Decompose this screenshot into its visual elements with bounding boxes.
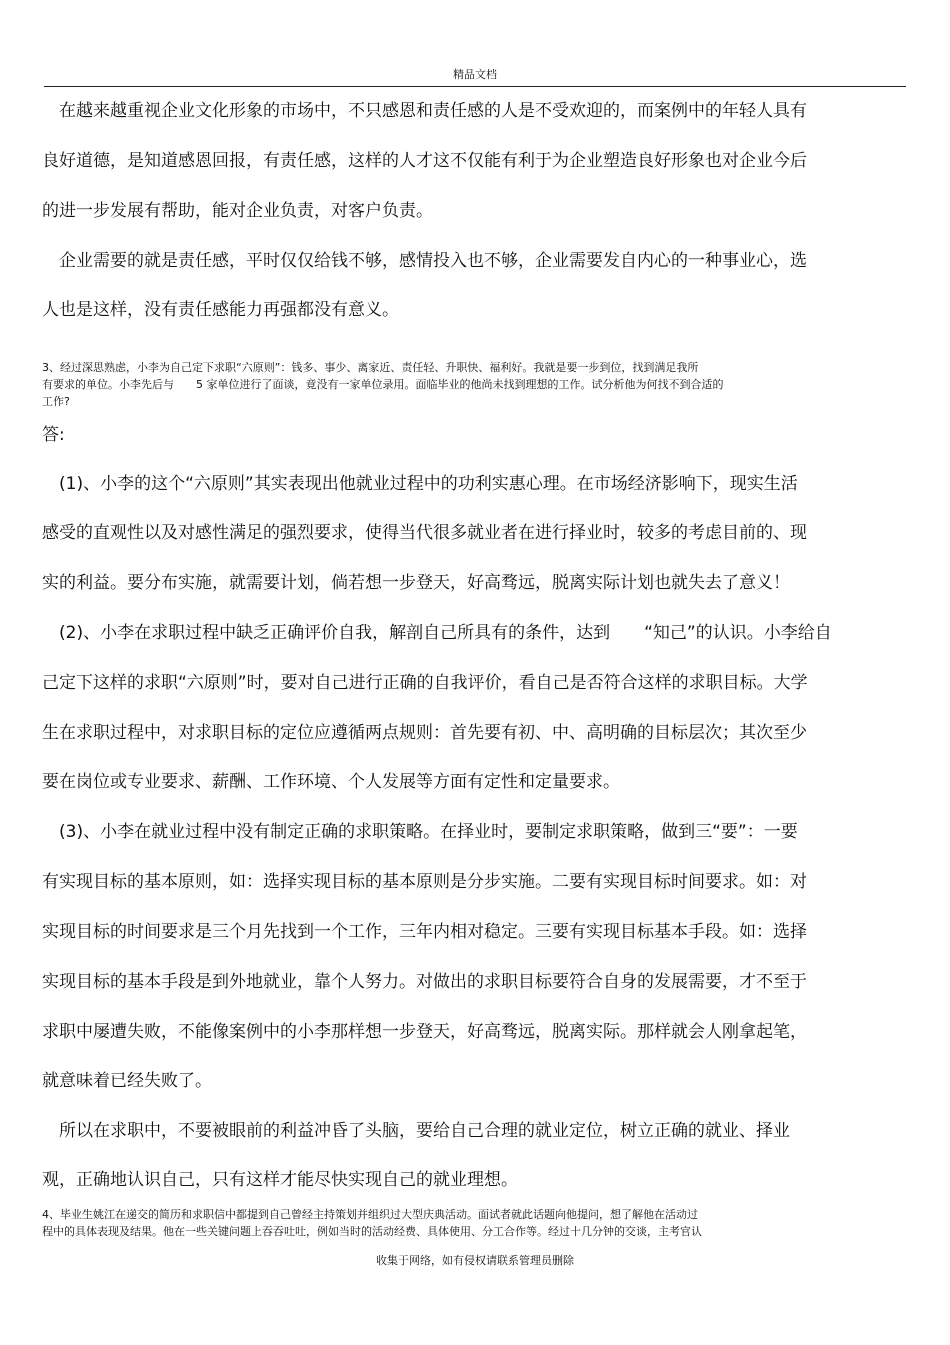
text-line: 就意味着已经失败了。 bbox=[42, 1071, 212, 1091]
text-line: 实现目标的时间要求是三个月先找到一个工作，三年内相对稳定。三要有实现目标基本手段。如：选择 bbox=[42, 922, 807, 942]
text-line: 感受的直观性以及对感性满足的强烈要求，使得当代很多就业者在进行择业时，较多的考虑目前的、现 bbox=[42, 523, 807, 543]
text-line: 程中的具体表现及结果。他在一些关键问题上吞吞吐吐，例如当时的活动经费、具体使用、分工合作等。经过十几分钟的交谈，主考官认 bbox=[42, 1225, 702, 1238]
text-line: 所以在求职中，不要被眼前的利益冲昏了头脑，要给自己合理的就业定位，树立正确的就业、择业 bbox=[42, 1121, 790, 1141]
text-line: 求职中屡遭失败，不能像案例中的小李那样想一步登天，好高骛远，脱离实际。那样就会人刚拿起笔， bbox=[42, 1022, 807, 1042]
text-line: 实现目标的基本手段是到外地就业，靠个人努力。对做出的求职目标要符合自身的发展需要，才不至于 bbox=[42, 972, 807, 992]
page-footer: 收集于网络，如有侵权请联系管理员删除 bbox=[376, 1254, 574, 1267]
text-line: 己定下这样的求职“六原则”时，要对自己进行正确的自我评价，看自己是否符合这样的求职目标。大学 bbox=[42, 673, 808, 693]
text-line: (3)、小李在就业过程中没有制定正确的求职策略。在择业时，要制定求职策略，做到三“要”：一要 bbox=[42, 822, 798, 842]
answer-label: 答: bbox=[42, 425, 65, 445]
text-line: 的进一步发展有帮助，能对企业负责，对客户负责。 bbox=[42, 201, 433, 221]
text-line: 要在岗位或专业要求、薪酬、工作环境、个人发展等方面有定性和定量要求。 bbox=[42, 772, 620, 792]
text-line: 在越来越重视企业文化形象的市场中，不只感恩和责任感的人是不受欢迎的，而案例中的年轻人具有 bbox=[42, 101, 807, 121]
text-line: 实的利益。要分布实施，就需要计划，倘若想一步登天，好高骛远，脱离实际计划也就失去了意义！ bbox=[42, 573, 790, 593]
text-line: 生在求职过程中，对求职目标的定位应遵循两点规则：首先要有初、中、高明确的目标层次；其次至少 bbox=[42, 723, 807, 743]
text-line: (2)、小李在求职过程中缺乏正确评价自我，解剖自己所具有的条件，达到 “知己”的认识。小李给自 bbox=[42, 623, 832, 643]
text-line: (1)、小李的这个“六原则”其实表现出他就业过程中的功利实惠心理。在市场经济影响下，现实生活 bbox=[42, 474, 798, 494]
text-line: 有实现目标的基本原则，如：选择实现目标的基本原则是分步实施。二要有实现目标时间要求。如：对 bbox=[42, 872, 807, 892]
text-line: 观，正确地认识自己，只有这样才能尽快实现自己的就业理想。 bbox=[42, 1170, 518, 1190]
text-line: 企业需要的就是责任感，平时仅仅给钱不够，感情投入也不够，企业需要发自内心的一种事业心，选 bbox=[42, 251, 807, 271]
text-line: 良好道德，是知道感恩回报，有责任感，这样的人才这不仅能有利于为企业塑造良好形象也对企业今后 bbox=[42, 151, 807, 171]
text-line: 人也是这样，没有责任感能力再强都没有意义。 bbox=[42, 300, 399, 320]
page-header: 精品文档 bbox=[453, 68, 497, 81]
text-line: 3、经过深思熟虑，小李为自己定下求职“六原则”：钱多、事少、离家近、责任轻、升职快、福利好。我就是要一步到位，找到满足我所 bbox=[42, 361, 699, 374]
text-line: 工作? bbox=[42, 395, 70, 408]
text-line: 4、毕业生姚江在递交的简历和求职信中都提到自己曾经主持策划并组织过大型庆典活动。面试者就此话题向他提问，想了解他在活动过 bbox=[42, 1208, 698, 1221]
header-rule bbox=[44, 86, 906, 87]
text-line: 有要求的单位。小李先后与 5 家单位进行了面谈，竟没有一家单位录用。面临毕业的他尚未找到理想的工作。试分析他为何找不到合适的 bbox=[42, 378, 724, 391]
